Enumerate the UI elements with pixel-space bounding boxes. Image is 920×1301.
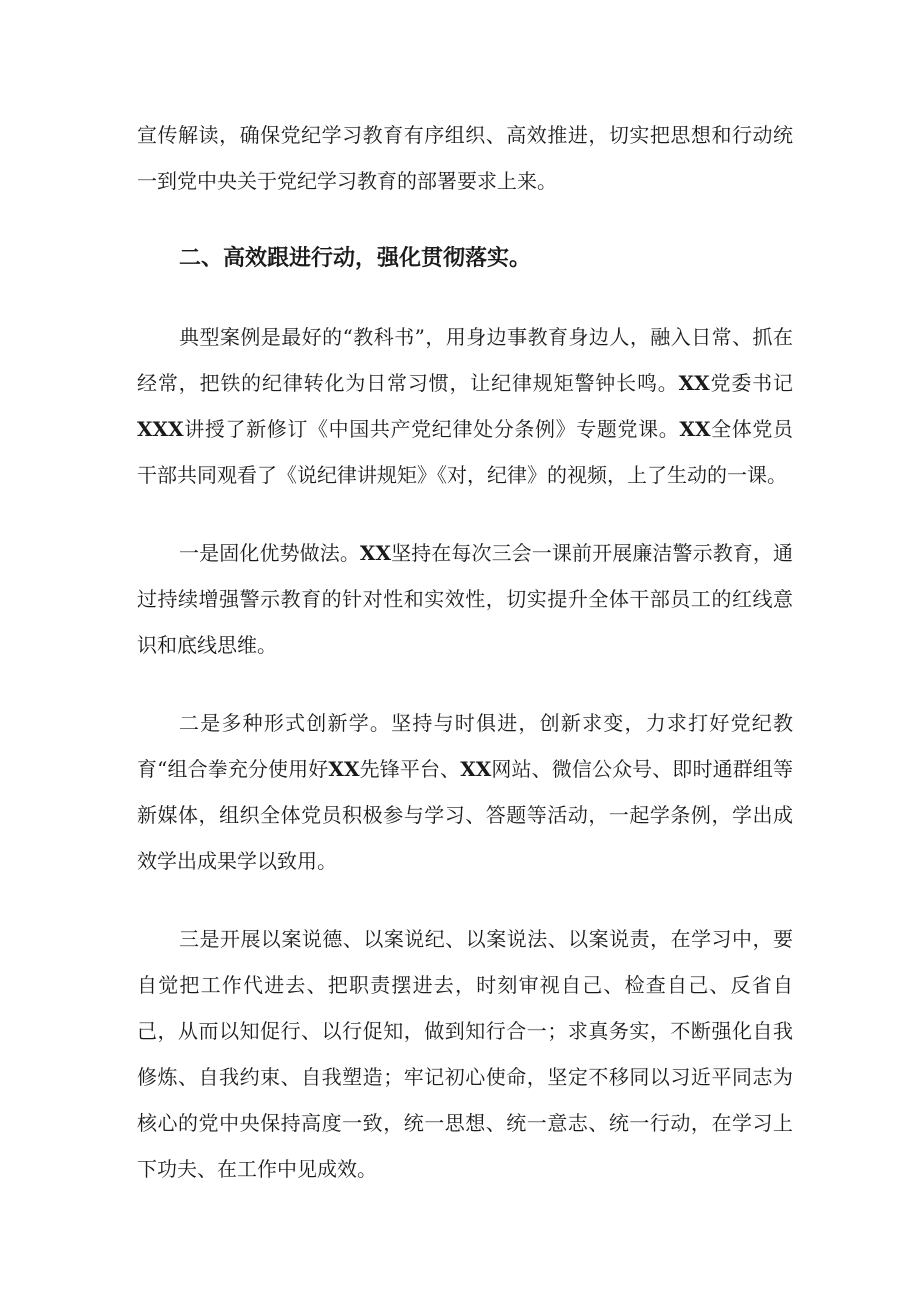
- paragraph-gap: [137, 498, 793, 530]
- paragraph-text: 先锋平台、: [359, 757, 461, 781]
- placeholder-org: XX: [460, 757, 492, 781]
- placeholder-org: XX: [359, 541, 391, 565]
- paragraph-typical-cases: [137, 314, 793, 498]
- paragraph-continued: 宣传解读，确保党纪学习教育有序组织、高效推进，切实把思想和行动统一到党中央关于党纪学习教育的部署要求上来。: [137, 123, 793, 193]
- paragraph-first-point: [137, 530, 793, 668]
- paragraph-text: 典型案例是最好的“教科书”，用身边事教育身边人，融入日常、抓在经常，把铁的纪律转化为日常习惯，让纪律规矩警钟长鸣。: [137, 325, 793, 395]
- paragraph-text: 讲授了新修订《中国共产党纪律处分条例》专题党课。: [183, 417, 680, 441]
- paragraph-text: 坚持在每次三会一课前开展廉洁警示教育，通过持续增强警示教育的针对性和实效性，切实提升全体干部员工的红线意识和底线思维。: [137, 541, 794, 657]
- placeholder-org: XX: [678, 371, 710, 395]
- paragraph-gap: [137, 204, 793, 236]
- placeholder-name: XXX: [137, 417, 184, 441]
- placeholder-org: XX: [679, 417, 711, 441]
- paragraph-text: 一是固化优势做法。: [179, 541, 360, 565]
- placeholder-org: XX: [328, 757, 360, 781]
- paragraph-text: 二是多种形式创新学。坚持与时俱进，创新求变，力求打好党纪教育“组合拳充分使用好: [137, 711, 793, 781]
- paragraph-gap: [137, 668, 793, 700]
- paragraph-text: 党委书记: [709, 371, 794, 395]
- paragraph-gap: [137, 282, 793, 314]
- paragraph-gap: [137, 884, 793, 916]
- paragraph-second-point: [137, 700, 793, 884]
- section-heading: 二、高效跟进行动，强化贯彻落实。: [179, 246, 532, 271]
- paragraph-text: 网站、微信公众号、即时通群组等新媒体，组织全体党员积极参与学习、答题等活动，一起学条例，学出成效学出成果学以致用。: [137, 757, 794, 873]
- document-body: [137, 112, 793, 1192]
- paragraph-text: 全体党员干部共同观看了《说纪律讲规矩》《对，纪律》的视频，上了生动的一课。: [137, 417, 794, 487]
- paragraph-third-point: 三是开展以案说德、以案说纪、以案说法、以案说责，在学习中，要自觉把工作代进去、把职责摆进去，时刻审视自己、检查自己、反省自己，从而以知促行、以行促知，做到知行合一；求真务实，不断强化自我修炼、自我约束、自我塑造；牢记初心使命，坚定不移同以习近平同志为核心的党中央保持高度一致，统一思想、统一意志、统一行动，在学习上下功夫、在工作中见成效。: [137, 927, 793, 1181]
